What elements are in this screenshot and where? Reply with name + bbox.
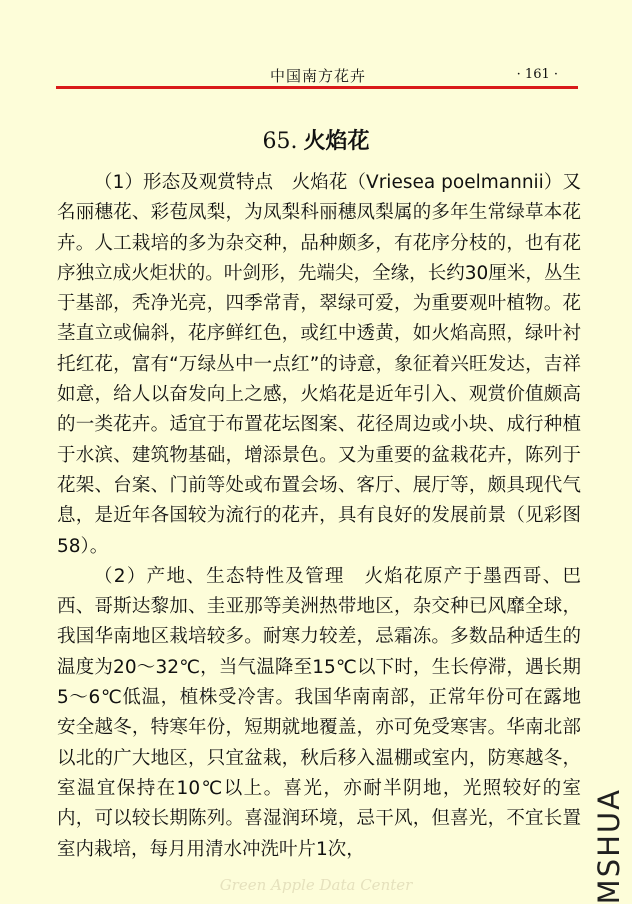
running-title: 中国南方花卉	[270, 67, 367, 85]
header-rule	[56, 86, 578, 89]
paragraph-habitat: （2）产地、生态特性及管理 火焰花原产于墨西哥、巴西、哥斯达黎加、圭亚那等美洲热带地区，杂交种已风靡全球，我国华南地区栽培较多。耐寒力较差，忌霜冻。多数品种适生的温度为20～32℃，当气温降至15℃以下时，生长停滞，遇长期5～6℃低温，植株受冷害。我国华南南部，正常年份可在露地安全越冬，特寒年份，短期就地覆盖，亦可免受寒害。华南北部以北的广大地区，只宜盆栽，秋后移入温棚或室内，防寒越冬，室温宜保持在10℃以上。喜光，亦耐半阴地，光照较好的室内，可以较长期陈列。喜湿润环境，忌干风，但喜光，不宜长置室内栽培，每月用清水冲洗叶片1次，	[57, 565, 581, 860]
page-number: · 161 ·	[516, 67, 558, 82]
page-header	[56, 63, 578, 89]
watermark: Green Apple Data Center	[219, 876, 413, 894]
section-name: 火焰花	[303, 129, 370, 154]
body-text	[57, 168, 581, 865]
side-mark: MSHUA	[592, 788, 626, 904]
section-number: 65.	[262, 129, 298, 154]
section-title	[0, 124, 632, 155]
paragraph-morphology: （1）形态及观赏特点 火焰花（Vriesea poelmannii）又名丽穗花、彩苞凤梨，为凤梨科丽穗凤梨属的多年生常绿草本花卉。人工栽培的多为杂交种，品种颇多，有花序分枝的，也有花序独立成火炬状的。叶剑形，先端尖，全缘，长约30厘米，丛生于基部，秃净光亮，四季常青，翠绿可爱，为重要观叶植物。花茎直立或偏斜，花序鲜红色，或红中透黄，如火焰高照，绿叶衬托红花，富有“万绿丛中一点红”的诗意，象征着兴旺发达，吉祥如意，给人以奋发向上之感，火焰花是近年引入、观赏价值颇高的一类花卉。适宜于布置花坛图案、花径周边或小块、成行种植于水滨、建筑物基础，增添景色。又为重要的盆栽花卉，陈列于花架、台案、门前等处或布置会场、客厅、展厅等，颇具现代气息，是近年各国较为流行的花卉，具有良好的发展前景（见彩图58）。	[57, 172, 581, 557]
